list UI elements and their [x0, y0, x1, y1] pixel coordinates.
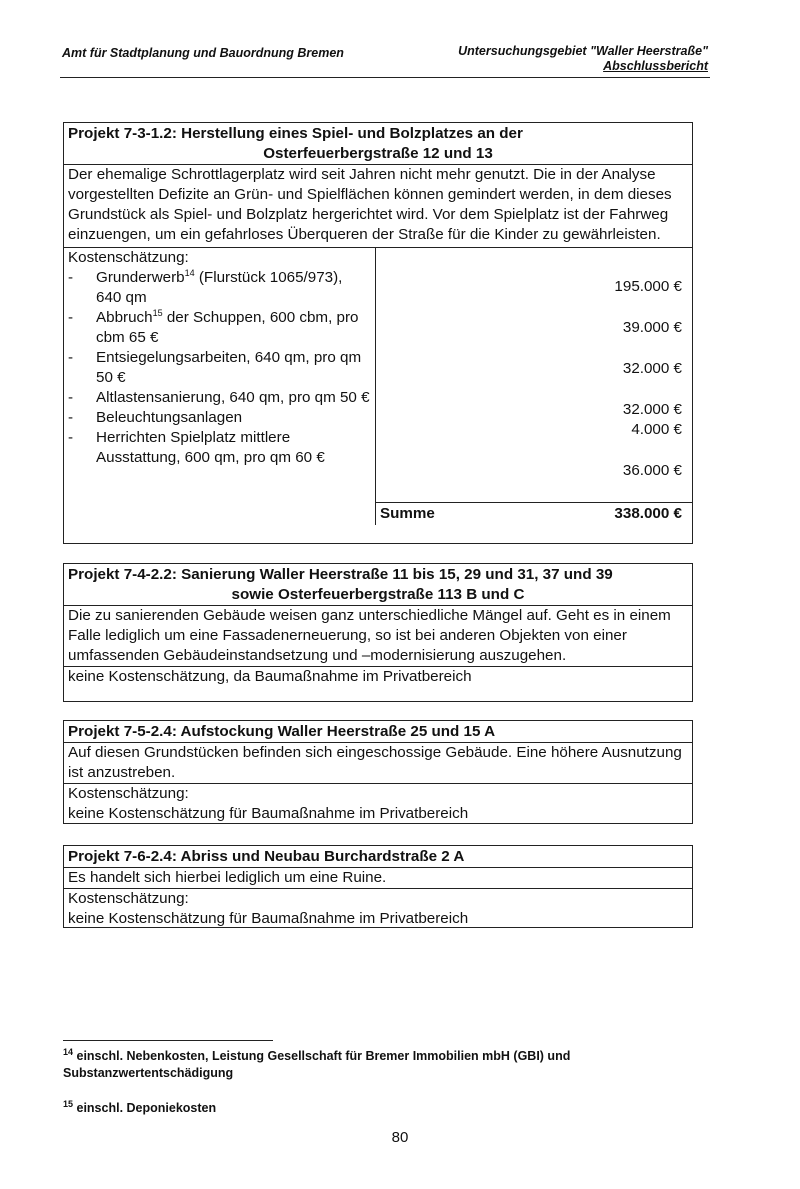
- header-institution: Amt für Stadtplanung und Bauordnung Bremen: [62, 46, 344, 60]
- cost-section: [64, 784, 692, 824]
- cost-amount: 32.000 €: [622, 401, 682, 418]
- cost-item-text: Altlastensanierung, 640 qm, pro qm 50 €: [96, 389, 370, 406]
- bullet-dash: -: [68, 309, 74, 326]
- cost-items-column: [64, 248, 376, 525]
- project-description: Der ehemalige Schrottlagerplatz wird seit Jahren nicht mehr genutzt. Die in der Analyse vorgestellten Defizite an Grün- und Spielflächen können gemindert werden, in dem dieses Grundstück als Spiel- und Bolzplatz hergerichtet wird. Vor dem Spielplatz ist der Fahrweg einzuengen, um ein gefahrloses Überqueren der Straße für die Kinder zu gewährleisten.: [64, 165, 692, 248]
- header-report-title: [408, 44, 708, 74]
- cost-amount: 36.000 €: [622, 462, 682, 479]
- cost-amount: 39.000 €: [622, 319, 682, 336]
- footnote-number: 14: [63, 1046, 74, 1057]
- footnote-15: [63, 1100, 683, 1117]
- footnote-divider: [63, 1040, 273, 1041]
- bullet-dash: -: [68, 389, 74, 406]
- sum-value: 338.000 €: [614, 505, 682, 522]
- project-title-line1: Projekt 7-4-2.2: Sanierung Waller Heerstraße 11 bis 15, 29 und 31, 37 und 39: [68, 566, 613, 583]
- project-title-line2: sowie Osterfeuerbergstraße 113 B und C: [231, 586, 525, 603]
- project-title-line1: Projekt 7-3-1.2: Herstellung eines Spiel- und Bolzplatzes an der: [68, 125, 523, 142]
- header-report-type: Abschlussbericht: [603, 59, 708, 73]
- header-divider: [60, 77, 710, 78]
- cost-label: Kostenschätzung:: [68, 785, 189, 802]
- bullet-dash: -: [68, 429, 74, 446]
- footnote-ref: 15: [152, 307, 163, 318]
- footnote-text: einschl. Deponiekosten: [76, 1101, 217, 1115]
- project-title: Projekt 7-6-2.4: Abriss und Neubau Burchardstraße 2 A: [64, 846, 692, 868]
- cost-item-text-cont: (Flurstück 1065/973), 640 qm: [96, 269, 343, 306]
- cost-amount: 195.000 €: [614, 278, 682, 295]
- cost-item: [68, 268, 371, 308]
- cost-item-text: Herrichten Spielplatz mittlere Ausstattung, 600 qm, pro qm 60 €: [96, 429, 325, 466]
- cost-items-list: [68, 268, 371, 468]
- footnote-number: 15: [63, 1098, 74, 1109]
- cost-item: [68, 388, 371, 408]
- footnote-text: einschl. Nebenkosten, Leistung Gesellschaft für Bremer Immobilien mbH (GBI) und Substanzwertentschädigung: [63, 1049, 571, 1080]
- cost-label: Kostenschätzung:: [68, 249, 189, 266]
- cost-item: [68, 308, 371, 348]
- cost-amounts-column: [376, 248, 692, 525]
- cost-item-text-cont: der Schuppen, 600 cbm, pro cbm 65 €: [96, 309, 359, 346]
- project-title-line2: Osterfeuerbergstraße 12 und 13: [263, 145, 493, 162]
- page-number: 80: [391, 1129, 409, 1146]
- cost-note: keine Kostenschätzung, da Baumaßnahme im Privatbereich: [68, 668, 472, 685]
- project-description: Es handelt sich hierbei lediglich um eine Ruine.: [64, 868, 692, 889]
- project-box-7-3-1-2: [63, 122, 693, 544]
- project-description: Die zu sanierenden Gebäude weisen ganz unterschiedliche Mängel auf. Geht es in einem Falle lediglich um eine Fassadenerneuerung, so ist bei anderen Objekten von einer umfassenden Gebäudeinstandsetzung und –modernisierung auszugehen.: [64, 606, 692, 667]
- project-title: Projekt 7-5-2.4: Aufstockung Waller Heerstraße 25 und 15 A: [64, 721, 692, 743]
- cost-amount: 4.000 €: [631, 421, 682, 438]
- footnote-ref: 14: [184, 267, 195, 278]
- header-study-area: Untersuchungsgebiet "Waller Heerstraße": [458, 44, 708, 58]
- cost-note: keine Kostenschätzung für Baumaßnahme im Privatbereich: [68, 910, 469, 927]
- cost-item: [68, 408, 371, 428]
- cost-item-text: Abbruch: [96, 309, 153, 326]
- cost-section: [64, 889, 692, 929]
- cost-note: keine Kostenschätzung für Baumaßnahme im Privatbereich: [68, 805, 469, 822]
- bullet-dash: -: [68, 349, 74, 366]
- cost-item: [68, 348, 371, 388]
- cost-item-text: Beleuchtungsanlagen: [96, 409, 243, 426]
- sum-label: Summe: [380, 505, 435, 522]
- bullet-dash: -: [68, 269, 74, 286]
- cost-item-text: Grunderwerb: [96, 269, 185, 286]
- cost-item-text: Entsiegelungsarbeiten, 640 qm, pro qm 50 €: [96, 349, 362, 386]
- project-box-7-4-2-2: [63, 563, 693, 702]
- project-box-7-6-2-4: [63, 845, 693, 928]
- cost-item: [68, 428, 371, 468]
- cost-sum-row: [376, 502, 692, 525]
- project-box-7-5-2-4: [63, 720, 693, 824]
- project-description: Auf diesen Grundstücken befinden sich eingeschossige Gebäude. Eine höhere Ausnutzung ist anzustreben.: [64, 743, 692, 784]
- cost-label: Kostenschätzung:: [68, 890, 189, 907]
- project-title: [64, 123, 692, 165]
- cost-amount: 32.000 €: [622, 360, 682, 377]
- cost-estimate-table: [64, 248, 692, 525]
- bullet-dash: -: [68, 409, 74, 426]
- footnote-14: [63, 1048, 683, 1082]
- project-title: [64, 564, 692, 606]
